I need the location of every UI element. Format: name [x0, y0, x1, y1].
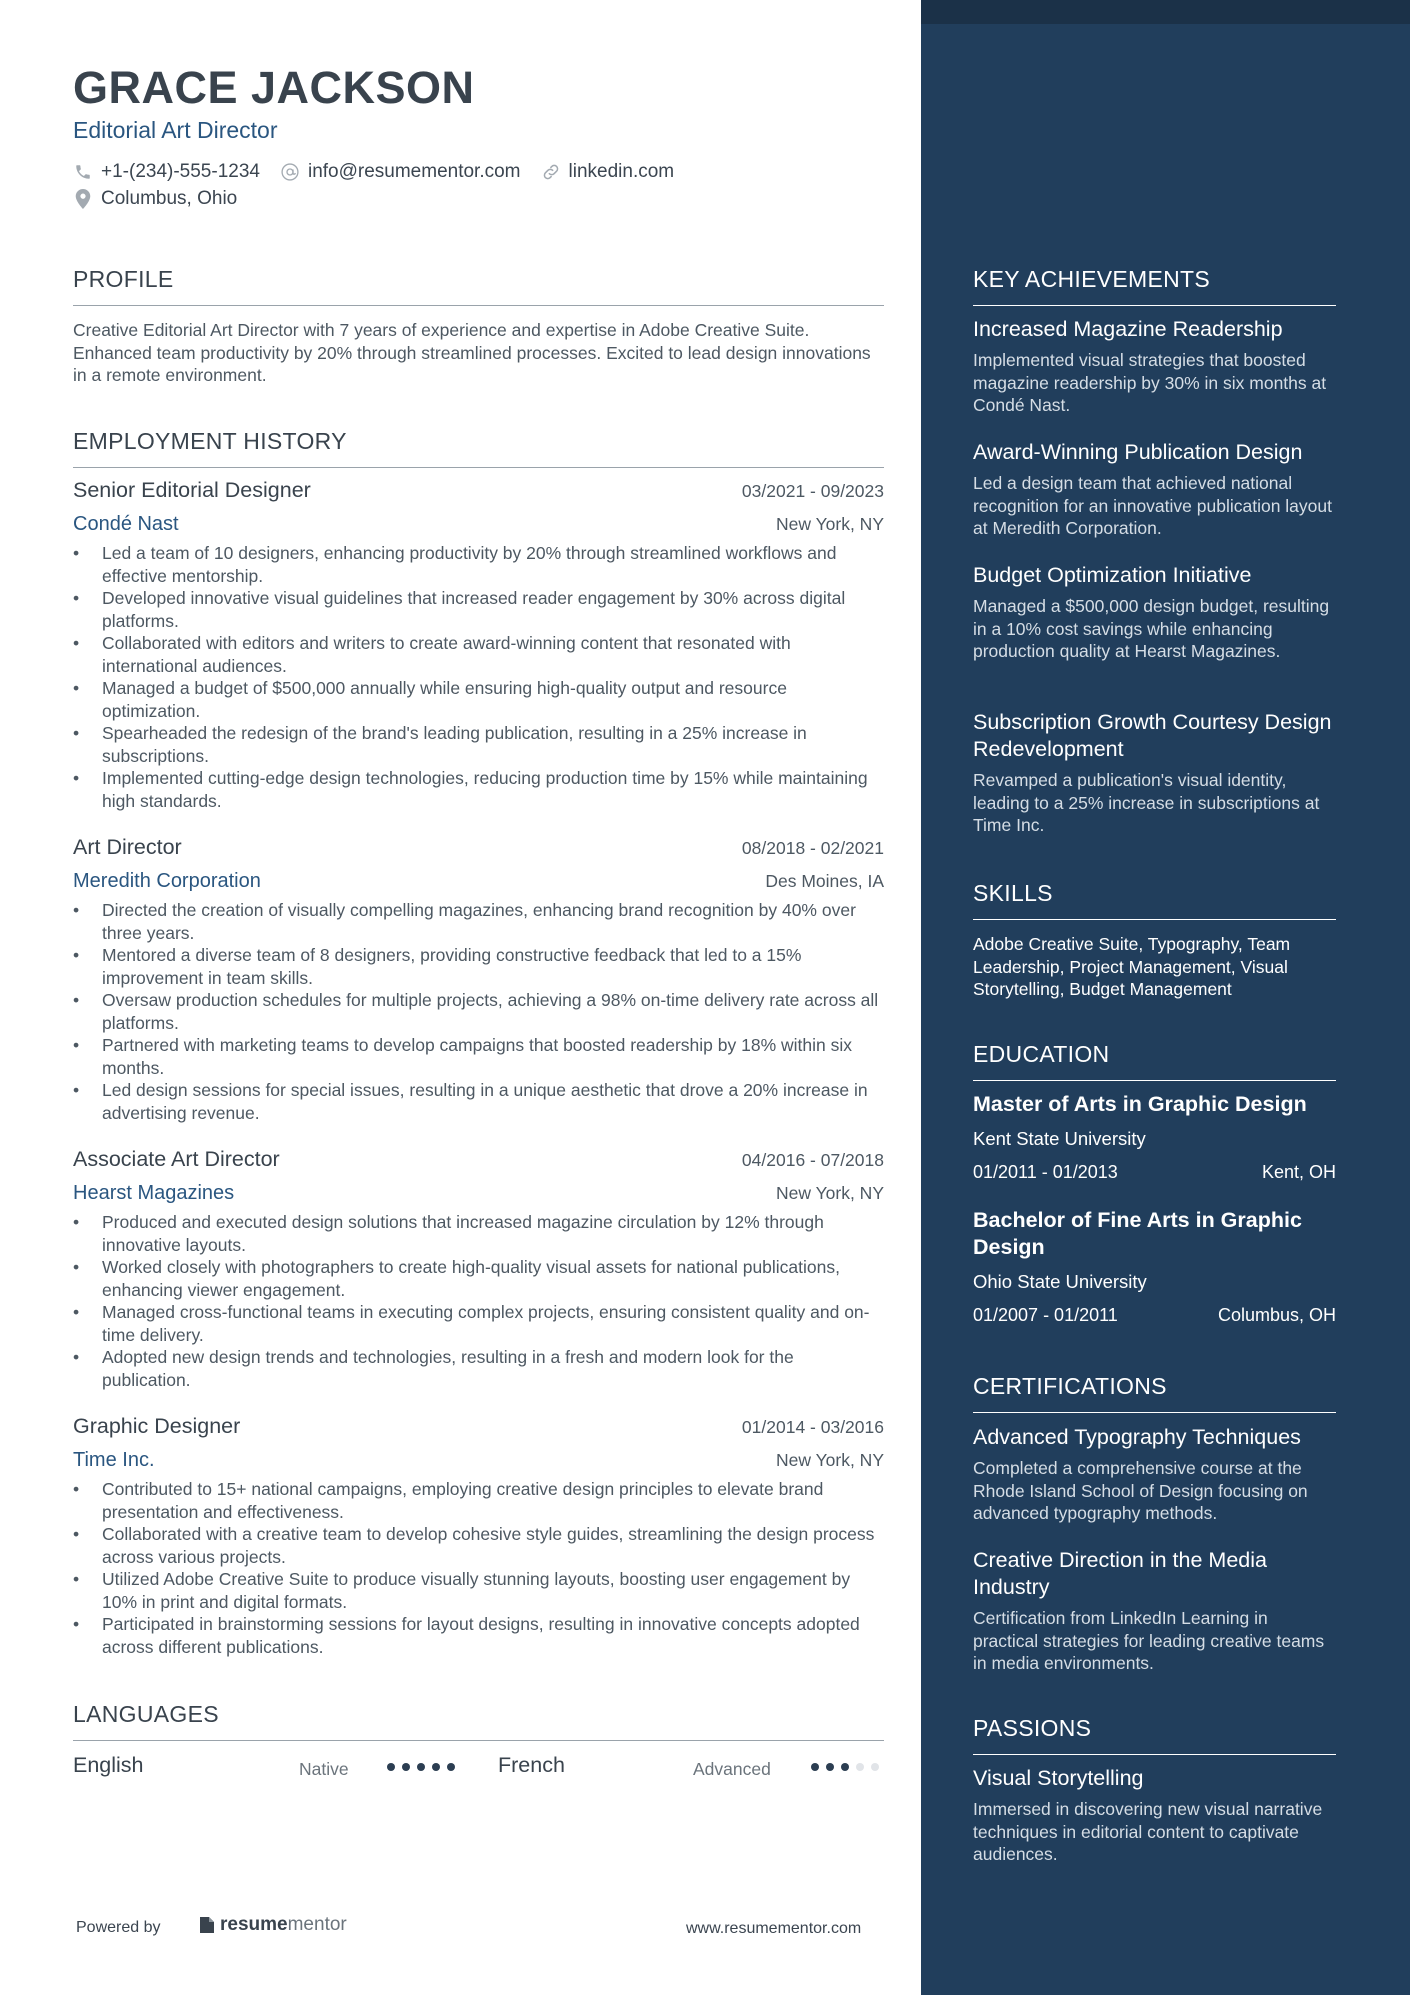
job-dates: 04/2016 - 07/2018 [741, 1150, 884, 1170]
list-item: • Led design sessions for special issues, resulting in a unique aesthetic that drove a 20% increase in advertising revenue. [73, 1079, 884, 1124]
profile-text: Creative Editorial Art Director with 7 years of experience and expertise in Adobe Creative Suite. Enhanced team productivity by 20% through streamlined processes. Excited to lead design innovations in a remote environment. [73, 320, 871, 385]
job-title: Graphic Designer [73, 1414, 241, 1438]
achievement-text: Led a design team that achieved national recognition for an innovative publication layout at Meredith Corporation. [973, 473, 1332, 538]
rating-dot [387, 1763, 395, 1771]
skills-text: Adobe Creative Suite, Typography, Team Leadership, Project Management, Visual Storytelling, Budget Management [973, 934, 1291, 999]
job-dates: 08/2018 - 02/2021 [741, 838, 884, 858]
education-degree: Master of Arts in Graphic Design [973, 1092, 1307, 1116]
list-item: • Managed a budget of $500,000 annually while ensuring high-quality output and resource optimization. [73, 677, 884, 722]
rating-dot [417, 1763, 425, 1771]
list-item: • Spearheaded the redesign of the brand's leading publication, resulting in a 25% increase in subscriptions. [73, 722, 884, 767]
language-level: Native [299, 1759, 349, 1779]
certifications-heading: CERTIFICATIONS [973, 1373, 1336, 1413]
rating-dot [856, 1763, 864, 1771]
job-entry [73, 1414, 884, 1658]
achievement-title: Increased Magazine Readership [973, 317, 1283, 341]
job-entry [73, 478, 884, 812]
at-icon [280, 162, 300, 182]
job-company: Meredith Corporation [73, 870, 261, 892]
job-title: Associate Art Director [73, 1147, 280, 1171]
education-heading: EDUCATION [973, 1041, 1336, 1081]
certification-item [973, 1424, 1336, 1525]
education-degree: Bachelor of Fine Arts in Graphic Design [973, 1208, 1302, 1259]
location-text: Columbus, Ohio [101, 188, 238, 209]
language-level: Advanced [693, 1759, 771, 1779]
certification-item [973, 1547, 1336, 1675]
candidate-title: Editorial Art Director [73, 117, 278, 143]
list-item: • Adopted new design trends and technologies, resulting in a fresh and modern look for the publication. [73, 1346, 884, 1391]
phone-item [73, 161, 260, 183]
job-location: Des Moines, IA [765, 871, 884, 891]
education-item [973, 1091, 1336, 1183]
list-item: • Oversaw production schedules for multiple projects, achieving a 98% on-time delivery rate across all platforms. [73, 989, 884, 1034]
achievement-text: Revamped a publication's visual identity, leading to a 25% increase in subscriptions at Time Inc. [973, 770, 1320, 835]
passion-title: Visual Storytelling [973, 1766, 1144, 1790]
phone-text: +1-(234)-555-1234 [101, 161, 260, 182]
list-item: • Produced and executed design solutions that increased magazine circulation by 12% through innovative layouts. [73, 1211, 884, 1256]
job-title: Senior Editorial Designer [73, 478, 311, 502]
achievement-title: Budget Optimization Initiative [973, 563, 1252, 587]
list-item: • Contributed to 15+ national campaigns, employing creative design principles to elevate brand presentation and effectiveness. [73, 1478, 884, 1523]
phone-icon [73, 162, 93, 182]
list-item: • Led a team of 10 designers, enhancing productivity by 20% through streamlined workflows and effective mentorship. [73, 542, 884, 587]
job-dates: 01/2014 - 03/2016 [741, 1417, 884, 1437]
job-bullets [73, 1478, 884, 1658]
certification-title: Advanced Typography Techniques [973, 1425, 1301, 1449]
language-rating [811, 1763, 886, 1771]
contact-row-location [73, 188, 257, 210]
list-item: • Mentored a diverse team of 8 designers, providing constructive feedback that led to a 15% improvement in team skills. [73, 944, 884, 989]
language-name: English [73, 1753, 144, 1777]
candidate-name: GRACE JACKSON [73, 62, 475, 113]
certification-text: Completed a comprehensive course at the Rhode Island School of Design focusing on advanced typography methods. [973, 1458, 1308, 1523]
list-item: • Utilized Adobe Creative Suite to produce visually stunning layouts, boosting user engagement by 10% in print and digital formats. [73, 1568, 884, 1613]
education-location: Columbus, OH [1217, 1305, 1336, 1325]
employment-heading: EMPLOYMENT HISTORY [73, 428, 884, 468]
education-dates: 01/2011 - 01/2013 [973, 1162, 1118, 1182]
language-rating [387, 1763, 462, 1771]
linkedin-item[interactable] [541, 161, 675, 183]
education-item [973, 1207, 1336, 1326]
achievement-item [973, 709, 1336, 837]
passion-item [973, 1765, 1336, 1866]
job-location: New York, NY [776, 514, 884, 534]
sidebar [921, 0, 1410, 1995]
rating-dot [871, 1763, 879, 1771]
education-school: Ohio State University [973, 1271, 1147, 1292]
achievement-title: Subscription Growth Courtesy Design Redevelopment [973, 710, 1332, 761]
list-item: • Participated in brainstorming sessions for layout designs, resulting in innovative concepts adopted across different publications. [73, 1613, 884, 1658]
achievements-heading: KEY ACHIEVEMENTS [973, 266, 1336, 306]
skills-heading: SKILLS [973, 880, 1336, 920]
job-bullets [73, 542, 884, 812]
rating-dot [811, 1763, 819, 1771]
job-company: Condé Nast [73, 513, 179, 535]
logo-icon [198, 1915, 216, 1935]
education-location: Kent, OH [1261, 1162, 1336, 1182]
achievement-item [973, 439, 1336, 540]
list-item: • Partnered with marketing teams to develop campaigns that boosted readership by 18% within six months. [73, 1034, 884, 1079]
job-company: Hearst Magazines [73, 1182, 235, 1204]
resumementor-logo[interactable] [198, 1914, 347, 1936]
achievement-text: Managed a $500,000 design budget, resulting in a 10% cost savings while enhancing production quality at Hearst Magazines. [973, 596, 1330, 661]
job-title: Art Director [73, 835, 182, 859]
email-text[interactable]: info@resumementor.com [307, 161, 521, 182]
job-location: New York, NY [776, 1450, 884, 1470]
language-name: French [498, 1753, 565, 1777]
list-item: • Directed the creation of visually compelling magazines, enhancing brand recognition by 40% over three years. [73, 899, 884, 944]
language-english [73, 1753, 144, 1778]
certification-title: Creative Direction in the Media Industry [973, 1548, 1267, 1599]
education-dates: 01/2007 - 01/2011 [973, 1305, 1118, 1325]
logo-text-light: mentor [287, 1914, 347, 1935]
list-item: • Collaborated with a creative team to develop cohesive style guides, streamlining the design process across various projects. [73, 1523, 884, 1568]
job-dates: 03/2021 - 09/2023 [741, 481, 884, 501]
passions-heading: PASSIONS [973, 1715, 1336, 1755]
passion-text: Immersed in discovering new visual narrative techniques in editorial content to captivate audiences. [973, 1799, 1323, 1864]
rating-dot [432, 1763, 440, 1771]
list-item: • Implemented cutting-edge design technologies, reducing production time by 15% while maintaining high standards. [73, 767, 884, 812]
site-link[interactable]: www.resumementor.com [686, 1920, 862, 1937]
rating-dot [447, 1763, 455, 1771]
profile-heading: PROFILE [73, 266, 884, 306]
achievement-item [973, 316, 1336, 417]
list-item: • Collaborated with editors and writers to create award-winning content that resonated with international audiences. [73, 632, 884, 677]
languages-heading: LANGUAGES [73, 1701, 884, 1741]
job-bullets [73, 899, 884, 1124]
powered-by: Powered by [76, 1919, 161, 1936]
contact-row [73, 161, 694, 183]
location-pin-icon [73, 189, 93, 209]
achievement-item [973, 562, 1336, 663]
education-school: Kent State University [973, 1128, 1146, 1149]
job-entry [73, 1147, 884, 1391]
list-item: • Worked closely with photographers to create high-quality visual assets for national publications, enhancing viewer engagement. [73, 1256, 884, 1301]
linkedin-text[interactable]: linkedin.com [568, 161, 675, 182]
logo-text-bold: resume [220, 1914, 288, 1935]
certification-text: Certification from LinkedIn Learning in practical strategies for leading creative teams in media environments. [973, 1608, 1325, 1673]
job-location: New York, NY [776, 1183, 884, 1203]
job-bullets [73, 1211, 884, 1391]
job-company: Time Inc. [73, 1449, 155, 1471]
location-item [73, 188, 237, 210]
list-item: • Developed innovative visual guidelines that increased reader engagement by 30% across digital platforms. [73, 587, 884, 632]
achievement-text: Implemented visual strategies that boosted magazine readership by 30% in six months at Condé Nast. [973, 350, 1327, 415]
job-entry [73, 835, 884, 1124]
rating-dot [841, 1763, 849, 1771]
list-item: • Managed cross-functional teams in executing complex projects, ensuring consistent quality and on-time delivery. [73, 1301, 884, 1346]
email-item[interactable] [280, 161, 521, 183]
sidebar-topbar [921, 0, 1410, 24]
achievement-title: Award-Winning Publication Design [973, 440, 1303, 464]
link-icon [541, 162, 561, 182]
rating-dot [402, 1763, 410, 1771]
rating-dot [826, 1763, 834, 1771]
language-french [498, 1753, 565, 1778]
